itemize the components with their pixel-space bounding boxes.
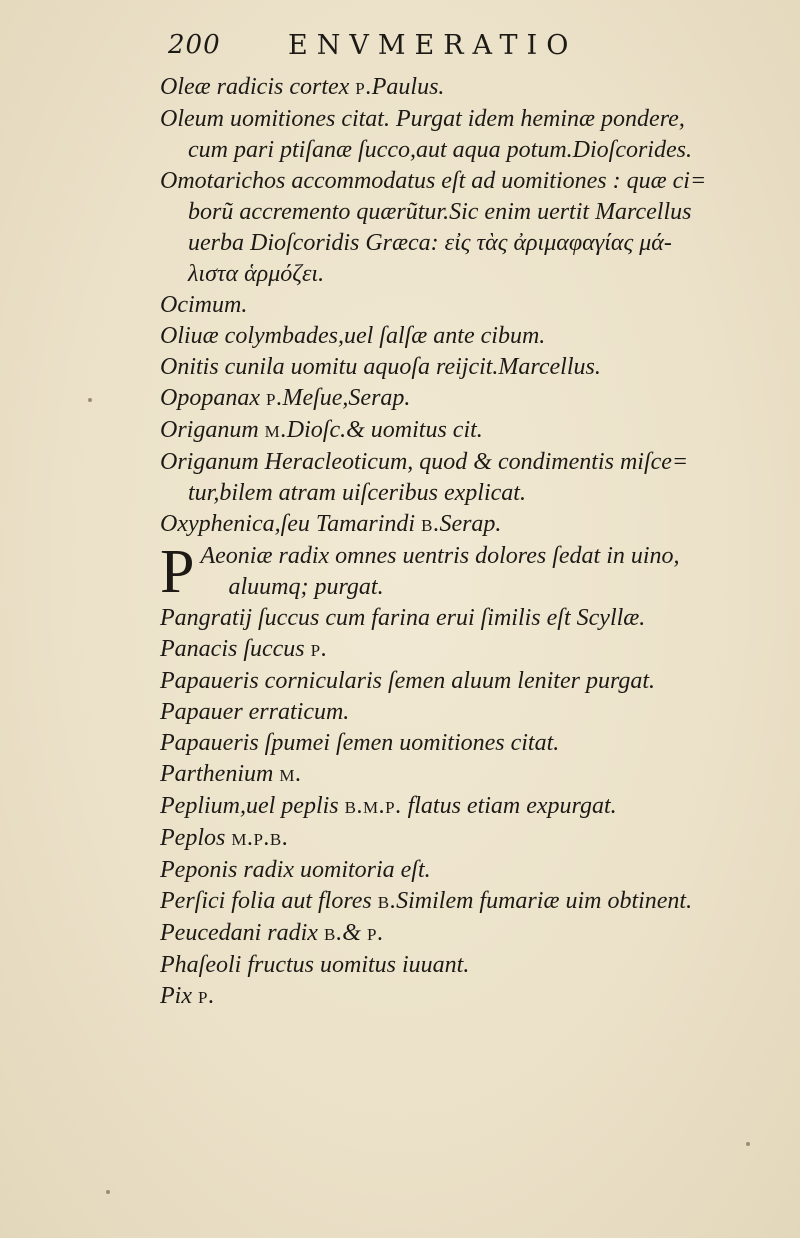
list-item: Origanum M.Dioſc.& uomitus cit. [160,417,483,443]
paper-speck [746,1142,750,1146]
list-item: Perſici folia aut flores B.Similem fumariæ uim obtinent. [160,888,693,914]
list-item: Origanum Heracleoticum, quod & condimentis miſce= tur,bilem atram uiſceribus explicat. [160,449,689,506]
paper-speck [88,398,92,402]
list-item: P Aeoniæ radix omnes uentris dolores ſedat in uino, aluumq; purgat. [160,538,680,606]
list-item: Parthenium M. [160,761,302,787]
list-item: Onitis cunila uomitu aquoſa reijcit.Marcellus. [160,354,601,380]
list-item: Ocimum. [160,292,248,318]
running-title: ENVMERATIO [288,30,578,61]
page-header [0,30,800,70]
list-item: Papauer erraticum. [160,699,350,725]
list-item: Pix P. [160,983,215,1009]
entry-list [160,72,780,1013]
list-item: Oliuæ colymbades,uel ſalſæ ante cibum. [160,323,546,349]
list-item: Oleum uomitiones citat. Purgat idem heminæ pondere, cum pari ptiſanæ ſucco,aut aqua potum.Dioſcorides. [160,106,692,163]
list-item: Peponis radix uomitoria eſt. [160,857,431,883]
list-item: Oleæ radicis cortex P.Paulus. [160,74,445,100]
list-item: Papaueris cornicularis ſemen aluum leniter purgat. [160,668,656,694]
list-item: Peplos M.P.B. [160,825,289,851]
list-item: Peucedani radix B.& P. [160,920,384,946]
list-item: Opopanax P.Meſue,Serap. [160,385,411,411]
paper-speck [106,1190,110,1194]
drop-cap-initial: P [160,538,195,606]
list-item: Panacis ſuccus P. [160,636,328,662]
list-item: Peplium,uel peplis B.M.P. flatus etiam expurgat. [160,793,617,819]
page-number: 200 [168,30,221,60]
list-item: Pangratij ſuccus cum farina erui ſimilis eſt Scyllæ. [160,605,646,631]
list-item: Papaueris ſpumei ſemen uomitiones citat. [160,730,560,756]
list-item: Omotarichos accommodatus eſt ad uomitiones : quæ ci= borũ accremento quærũtur.Sic enim uertit Marcellus uerba Dioſcoridis Græca: εἰς τὰς ἀριμαφαγίας μά- λιστα ἁρμόζει. [160,168,707,287]
list-item: Phaſeoli fructus uomitus iuuant. [160,952,470,978]
list-item: Oxyphenica,ſeu Tamarindi B.Serap. [160,511,502,537]
